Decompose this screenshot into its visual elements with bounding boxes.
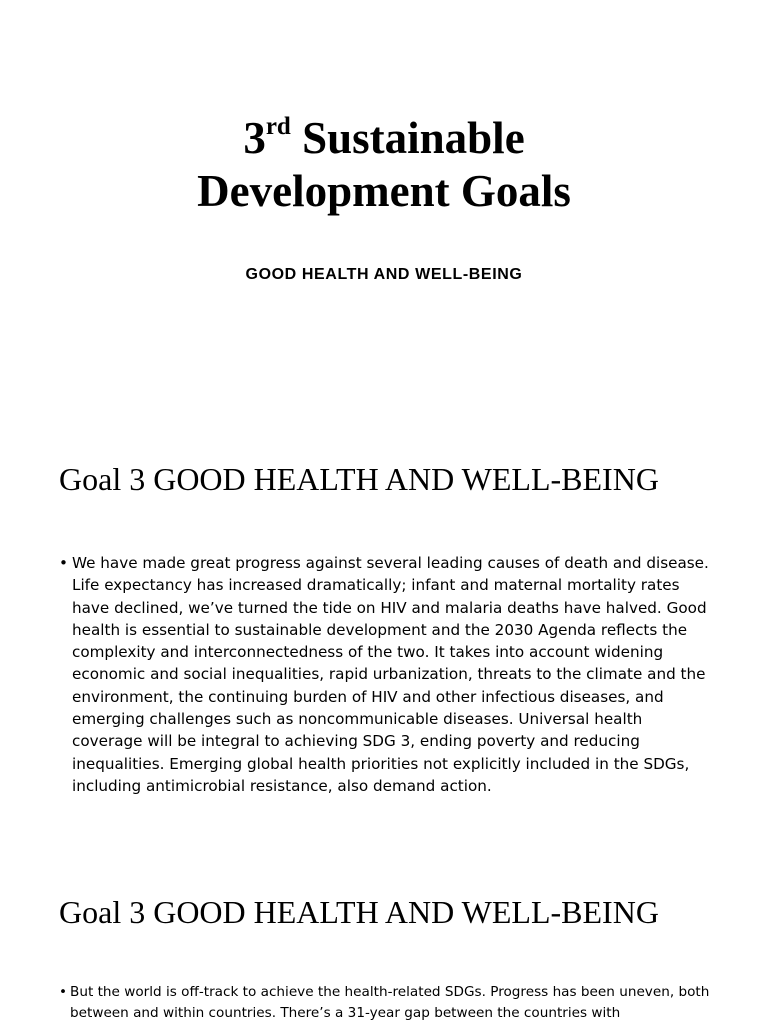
bullet-icon: •	[59, 554, 68, 572]
bullet-item	[59, 982, 724, 1024]
main-title	[0, 112, 768, 218]
goal-heading: Goal 3 GOOD HEALTH AND WELL-BEING	[59, 894, 659, 930]
goal-slide-1	[0, 455, 768, 855]
title-superscript: rd	[265, 113, 291, 140]
title-slide	[0, 0, 768, 420]
title-line-1	[0, 112, 768, 165]
goal-slide-2	[0, 890, 768, 1024]
title-line-2: Development Goals	[197, 166, 571, 216]
title-line-1-rest: Sustainable	[290, 113, 525, 163]
title-number: 3	[243, 113, 266, 163]
bullet-item	[59, 552, 709, 797]
subtitle: GOOD HEALTH AND WELL-BEING	[245, 266, 523, 283]
bullet-icon: •	[59, 984, 68, 1000]
goal-heading: Goal 3 GOOD HEALTH AND WELL-BEING	[59, 461, 659, 497]
bullet-text: We have made great progress against several leading causes of death and disease. Life expectancy has increased dramatically; infant and maternal mortality rates have declined, we’ve turned the tide on HIV and malaria deaths have halved. Good health is essential to sustainable development and the 2030 Agenda reflects the complexity and interconnectedness of the two. It takes into account widening economic and social inequalities, rapid urbanization, threats to the climate and the environment, the continuing burden of HIV and other infectious diseases, and emerging challenges such as noncommunicable diseases. Universal health coverage will be integral to achieving SDG 3, ending poverty and reducing inequalities. Emerging global health priorities not explicitly included in the SDGs, including antimicrobial resistance, also demand action.	[72, 554, 709, 795]
bullet-text: But the world is off-track to achieve the health-related SDGs. Progress has been uneven, both between and within countries. There’s a 31-year gap between the countries with	[70, 984, 710, 1021]
